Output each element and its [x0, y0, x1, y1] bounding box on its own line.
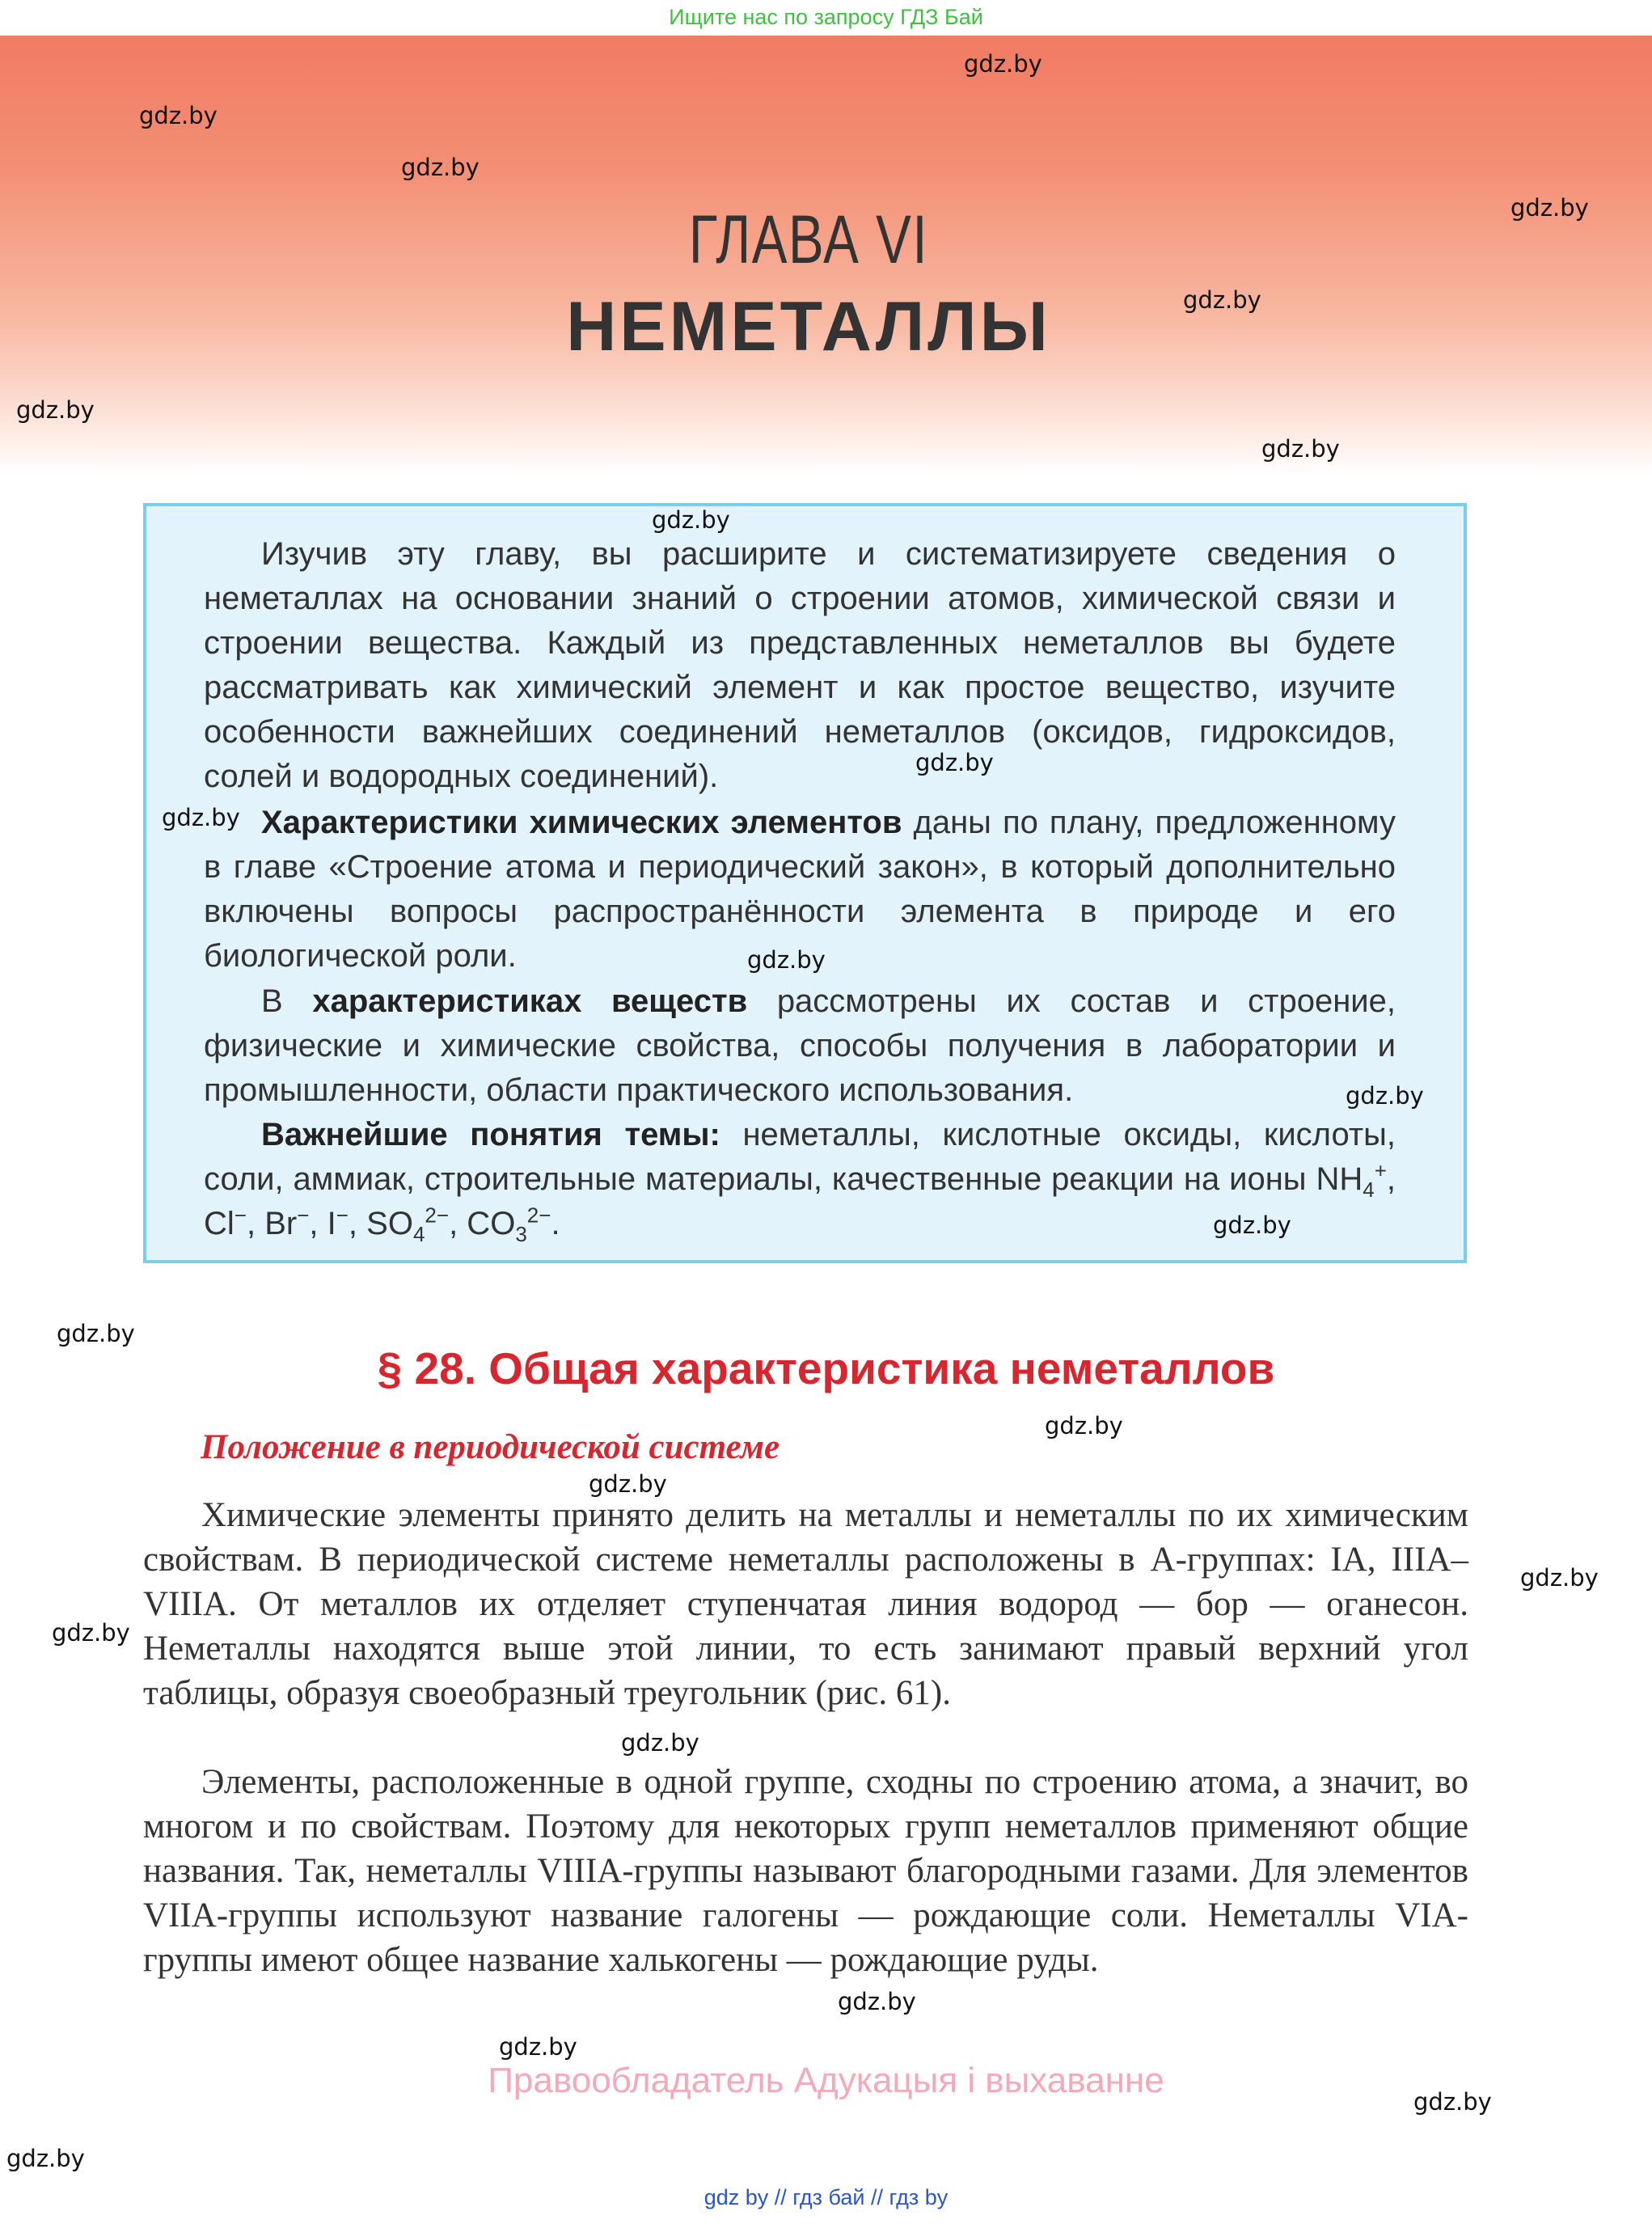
ion-br: , Br− [246, 1203, 310, 1241]
subsection-title: Положение в периодической системе [201, 1428, 780, 1466]
body-paragraph-2: Элементы, расположенные в одной группе, сходны по строению атома, а значит, во многом и по свойствам. Поэтому для некоторых групп неметаллов применяют общие названия. Так, неметаллы VIIIA-группы называют благородными газами. Для элементов VIIA-группы используют название галогены — рождающие соли. Неметаллы VIA-группы имеют общее название халькогены — рождающие руды. [143, 1763, 1468, 1979]
intro-p3-text: рассмотрены их состав и строение, физические и химические свойства, способы получения в лаборатории и промышленности, области практического использования. [204, 983, 1396, 1108]
watermark: gdz.by [589, 1470, 667, 1498]
watermark: gdz.by [1520, 1564, 1599, 1592]
watermark: gdz.by [401, 154, 480, 181]
body-paragraph-1: Химические элементы принято делить на металлы и неметаллы по их химическим свойствам. В периодической системе неметаллы расположены в А-группах: IA, IIIA–VIIIA. От металлов их отделяет ступенчатая линия водород — бор — оганесон. Неметаллы находятся выше этой линии, то есть занимают правый верхний угол таблицы, образуя своеобразный треугольник (рис. 61). [143, 1496, 1468, 1712]
intro-p2-bold: Характеристики химических элементов [261, 805, 902, 840]
ion-cl: , Cl− [204, 1161, 1396, 1241]
intro-p3-start: В [261, 983, 313, 1019]
ion-nh4: $NH_4^+$ [1316, 1158, 1387, 1202]
watermark: gdz.by [1045, 1412, 1123, 1440]
watermark: gdz.by [652, 506, 730, 534]
watermark: gdz.by [621, 1729, 699, 1757]
watermark: gdz.by [964, 50, 1042, 78]
watermark: gdz.by [915, 749, 994, 776]
copyright-notice: Правообладатель Адукацыя і выхаванне [488, 2061, 1164, 2100]
intro-p3-bold: характеристиках веществ [312, 983, 748, 1019]
chapter-intro-box [143, 503, 1467, 1263]
watermark: gdz.by [162, 804, 240, 831]
watermark: gdz.by [52, 1619, 130, 1647]
watermark: gdz.by [1213, 1211, 1291, 1239]
ion-co3: , $CO_3^{2-}$ [449, 1203, 551, 1246]
watermark: gdz.by [499, 2033, 577, 2061]
ion-i: , I− [309, 1203, 349, 1241]
intro-paragraph-4: Важнейшие понятия темы: неметаллы, кислотные оксиды, кислоты, соли, аммиак, строительные материалы, качественные реакции на ионы $NH_4^+$, Cl−, Br−, I−, $SO_4^{2-}$, $CO_3^{2-}$. [204, 1117, 1396, 1246]
watermark: gdz.by [1183, 286, 1261, 314]
intro-paragraph-3 [204, 979, 1396, 1113]
watermark: gdz.by [838, 1988, 916, 2015]
watermark: gdz.by [6, 2145, 85, 2172]
top-banner[interactable]: Ищите нас по запросу ГДЗ Бай [0, 0, 1652, 36]
intro-p4-bold: Важнейшие понятия темы: [261, 1117, 720, 1152]
watermark: gdz.by [747, 946, 826, 974]
intro-p4-text: неметаллы, кислотные оксиды, кислоты, соли, аммиак, строительные материалы, качественные реакции на ионы [204, 1117, 1396, 1197]
watermark: gdz.by [1510, 194, 1589, 222]
watermark: gdz.by [139, 102, 218, 129]
ion-so4: , $SO_4^{2-}$ [348, 1203, 450, 1246]
chapter-title: НЕМЕТАЛЛЫ [566, 288, 1051, 366]
watermark: gdz.by [1261, 435, 1340, 463]
intro-paragraph-1: Изучив эту главу, вы расширите и систематизируете сведения о неметаллах на основании знаний о строении атомов, химической связи и строении вещества. Каждый из представленных неметаллов вы будете рассматривать как химический элемент и как простое вещество, изучите особенности важнейших соединений неметаллов (оксидов, гидроксидов, солей и водородных соединений). [204, 536, 1396, 794]
section-title: § 28. Общая характеристика неметаллов [377, 1343, 1275, 1393]
footer-links[interactable]: gdz by // гдз бай // гдз by [703, 2185, 949, 2209]
watermark: gdz.by [1413, 2088, 1492, 2116]
intro-p2-text: даны по плану, предложенному в главе «Строение атома и периодический закон», в который дополнительно включены вопросы распространённости элемента в природе и его биологической роли. [204, 805, 1396, 974]
watermark: gdz.by [16, 396, 95, 424]
chapter-label: ГЛАВА VI [688, 201, 929, 277]
watermark: gdz.by [1346, 1082, 1424, 1110]
watermark: gdz.by [57, 1320, 135, 1347]
